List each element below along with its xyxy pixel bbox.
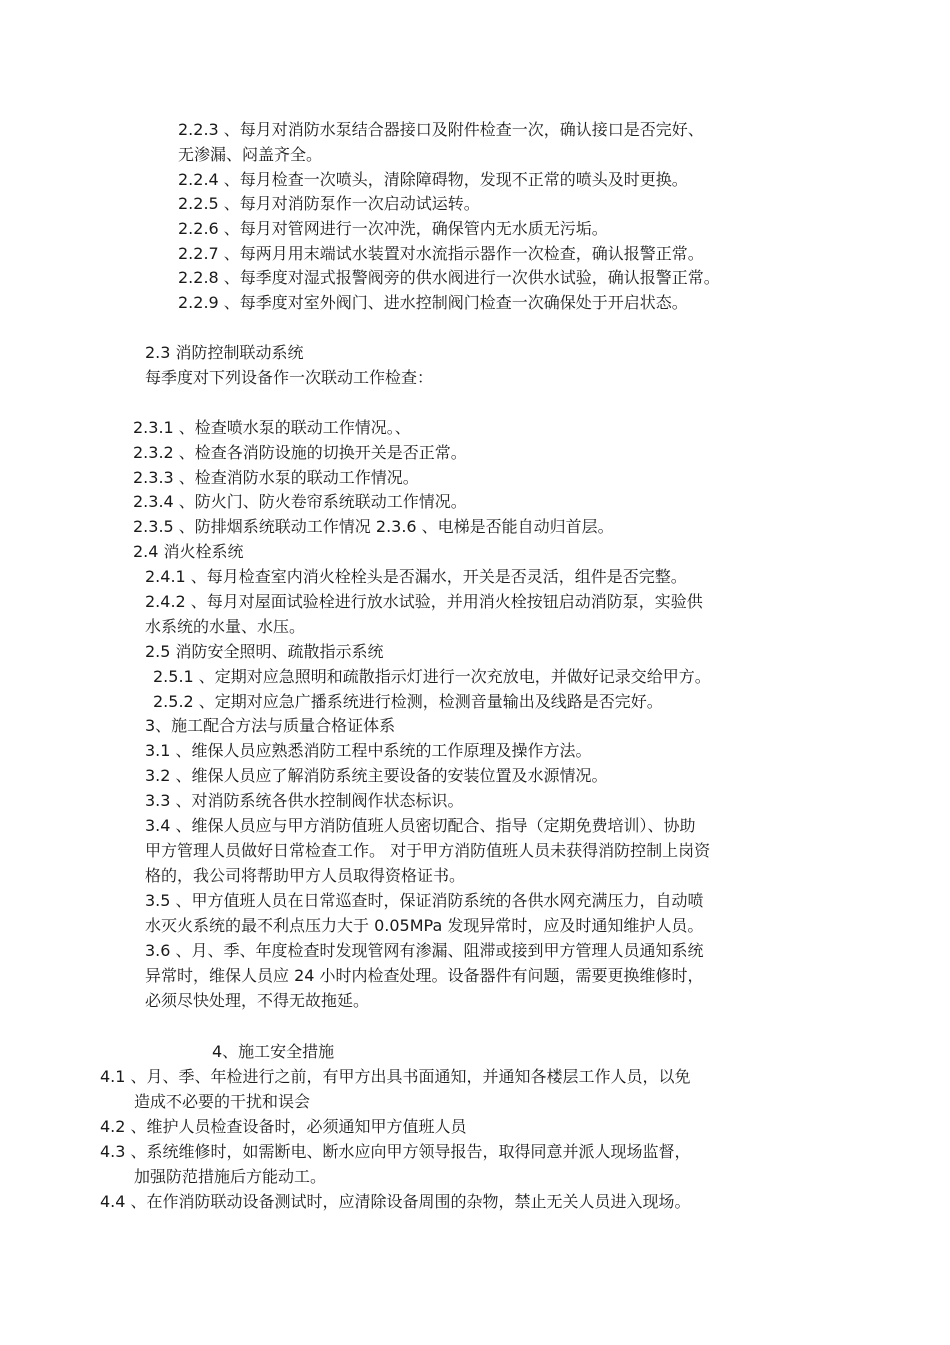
text-line: 甲方管理人员做好日常检查工作。 对于甲方消防值班人员未获得消防控制上岗资: [145, 841, 711, 860]
text-line: 3.4 、维保人员应与甲方消防值班人员密切配合、指导（定期免费培训）、协助: [145, 816, 696, 835]
section-heading: 3、施工配合方法与质量合格证体系: [145, 716, 396, 735]
section-heading: 2.3 消防控制联动系统: [145, 343, 304, 362]
text-line: 2.4.1 、每月检查室内消火栓栓头是否漏水，开关是否灵活，组件是否完整。: [145, 567, 687, 586]
text-line: 3.2 、维保人员应了解消防系统主要设备的安装位置及水源情况。: [145, 766, 608, 785]
text-line: 2.3.5 、防排烟系统联动工作情况 2.3.6 、电梯是否能自动归首层。: [133, 517, 614, 536]
text-line: 2.4.2 、每月对屋面试验栓进行放水试验，并用消火栓按钮启动消防泵，实验供: [145, 592, 703, 611]
text-line: 2.2.9 、每季度对室外阀门、进水控制阀门检查一次确保处于开启状态。: [178, 293, 688, 312]
text-line: 2.2.6 、每月对管网进行一次冲洗，确保管内无水质无污垢。: [178, 219, 608, 238]
text-line: 无渗漏、闷盖齐全。: [178, 145, 323, 164]
section-heading: 2.5 消防安全照明、疏散指示系统: [145, 642, 384, 661]
text-line: 4.2 、维护人员检查设备时，必须通知甲方值班人员: [100, 1117, 467, 1136]
text-line: 4.3 、系统维修时，如需断电、断水应向甲方领导报告，取得同意并派人现场监督，: [100, 1142, 691, 1161]
text-line: 2.2.4 、每月检查一次喷头，清除障碍物，发现不正常的喷头及时更换。: [178, 170, 688, 189]
section-heading: 2.4 消火栓系统: [133, 542, 244, 561]
text-line: 2.2.8 、每季度对湿式报警阀旁的供水阀进行一次供水试验，确认报警正常。: [178, 268, 720, 287]
text-line: 2.3.3 、检查消防水泵的联动工作情况。: [133, 468, 419, 487]
text-line: 3.1 、维保人员应熟悉消防工程中系统的工作原理及操作方法。: [145, 741, 592, 760]
text-line: 2.5.1 、定期对应急照明和疏散指示灯进行一次充放电，并做好记录交给甲方。: [153, 667, 711, 686]
text-line: 2.2.5 、每月对消防泵作一次启动试运转。: [178, 194, 480, 213]
text-line: 每季度对下列设备作一次联动工作检查：: [145, 368, 434, 387]
text-line: 2.3.4 、防火门、防火卷帘系统联动工作情况。: [133, 492, 467, 511]
text-line: 2.2.7 、每两月用末端试水装置对水流指示器作一次检查，确认报警正常。: [178, 244, 704, 263]
text-line: 加强防范措施后方能动工。: [134, 1167, 327, 1186]
text-line: 2.5.2 、定期对应急广播系统进行检测，检测音量输出及线路是否完好。: [153, 692, 663, 711]
text-line: 4.4 、在作消防联动设备测试时，应清除设备周围的杂物，禁止无关人员进入现场。: [100, 1192, 691, 1211]
text-line: 水系统的水量、水压。: [145, 617, 306, 636]
text-line: 4.1 、月、季、年检进行之前，有甲方出具书面通知，并通知各楼层工作人员，以免: [100, 1067, 691, 1086]
section-heading: 4、施工安全措施: [212, 1042, 335, 1061]
text-line: 3.6 、月、季、年度检查时发现管网有渗漏、阻滞或接到甲方管理人员通知系统: [145, 941, 704, 960]
text-line: 异常时，维保人员应 24 小时内检查处理。设备器件有问题，需要更换维修时，: [145, 966, 704, 985]
text-line: 2.3.2 、检查各消防设施的切换开关是否正常。: [133, 443, 467, 462]
text-line: 格的，我公司将帮助甲方人员取得资格证书。: [145, 866, 466, 885]
text-line: 2.3.1 、检查喷水泵的联动工作情况。、: [133, 418, 411, 437]
text-line: 3.5 、甲方值班人员在日常巡查时，保证消防系统的各供水网充满压力，自动喷: [145, 891, 704, 910]
text-line: 3.3 、对消防系统各供水控制阀作状态标识。: [145, 791, 464, 810]
text-line: 水灭火系统的最不利点压力大于 0.05MPa 发现异常时，应及时通知维护人员。: [145, 916, 704, 935]
text-line: 造成不必要的干扰和误会: [134, 1092, 311, 1111]
text-line: 必须尽快处理，不得无故拖延。: [145, 991, 370, 1010]
text-line: 2.2.3 、每月对消防水泵结合器接口及附件检查一次，确认接口是否完好、: [178, 120, 704, 139]
